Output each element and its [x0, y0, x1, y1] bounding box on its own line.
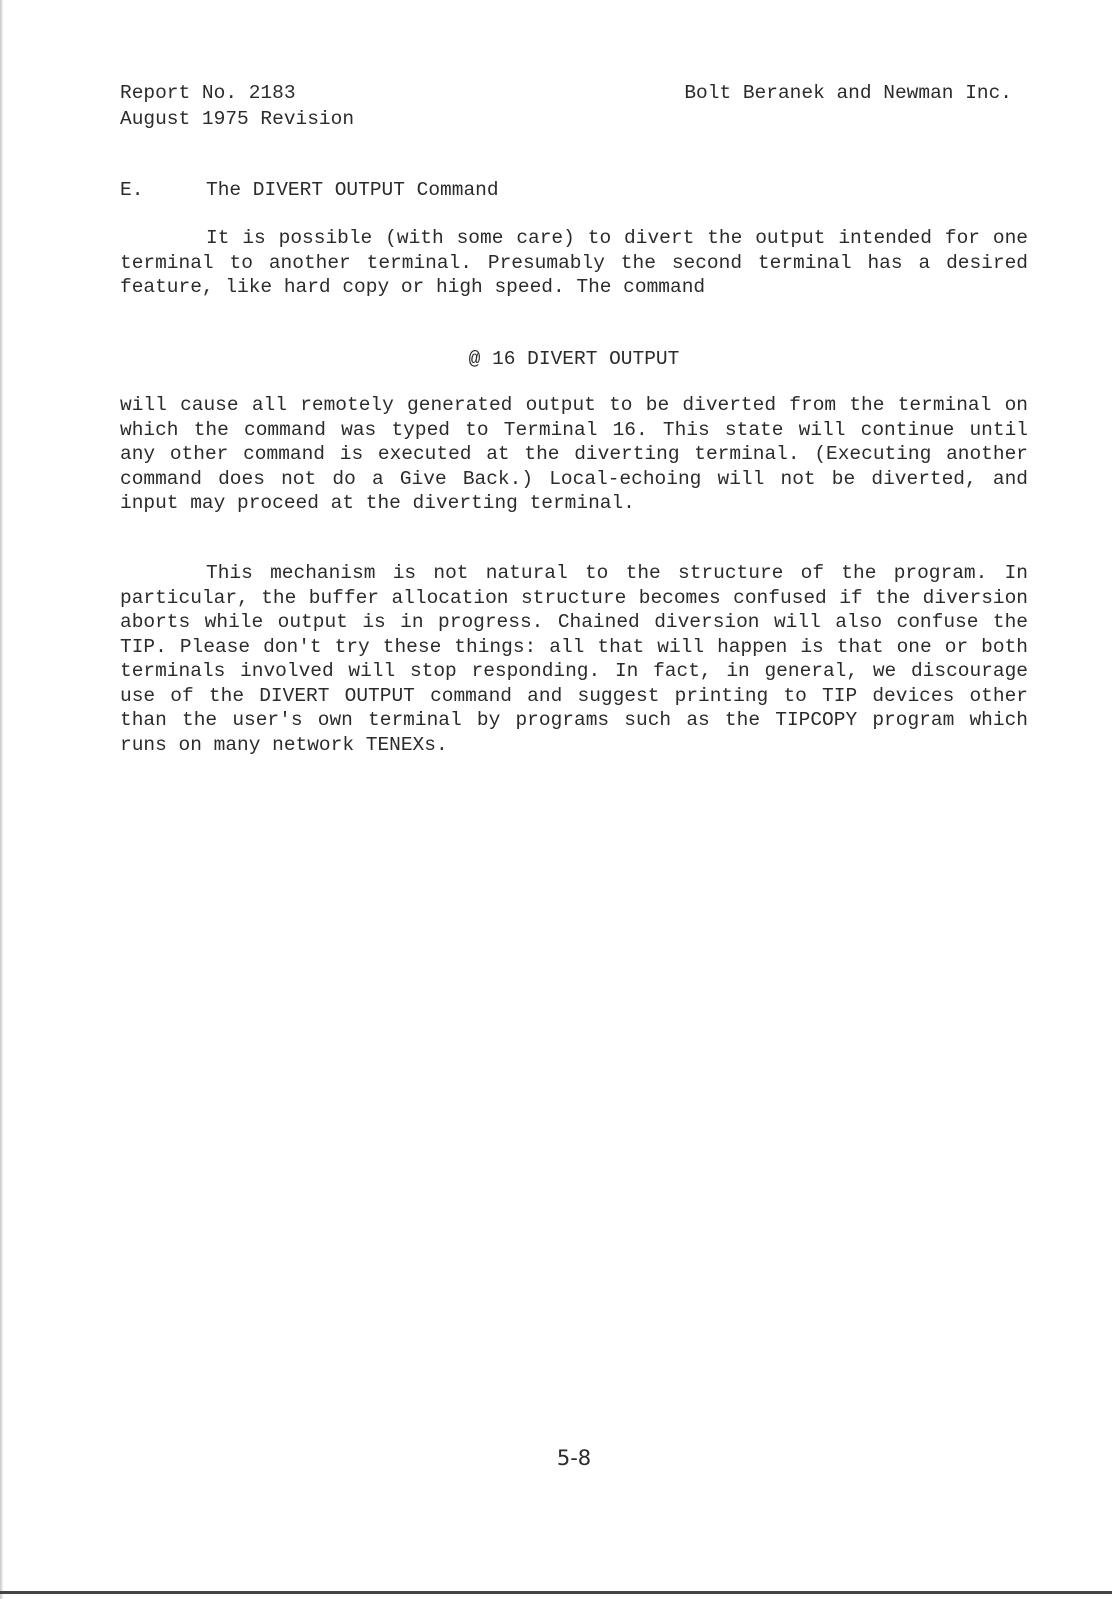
paragraph-effect: will cause all remotely generated output to be diverted from the terminal on which the command was typed to Terminal 16. This state will continue until any other command is executed at the diverting terminal. (Executing another command does not do a Give Back.) Local-echoing will not be diverted, and input may proceed at the diverting terminal. — [120, 394, 1028, 514]
report-revision: August 1975 Revision — [120, 108, 355, 130]
section-title: The DIVERT OUTPUT Command — [206, 179, 499, 201]
page-left-edge — [0, 0, 3, 1599]
paragraph-caution: This mechanism is not natural to the structure of the program. In particular, the buffer allocation structure becomes confused if the diversion aborts while output is in progress. Chained diversion will also confuse the TIP. Please don't try these things: all that will happen is that one or both terminals involved will stop responding. In fact, in general, we discourage use of the DIVERT OUTPUT command and suggest printing to TIP devices other than the user's own terminal by programs such as the TIPCOPY program which runs on many network TENEXs. — [120, 562, 1028, 756]
paragraph-intro: It is possible (with some care) to divert the output intended for one terminal to another terminal. Presumably the second terminal has a desired feature, like hard copy or high speed. The command — [120, 227, 1028, 298]
company-name: Bolt Beranek and Newman Inc. — [684, 82, 1012, 104]
command-example: @ 16 DIVERT OUTPUT — [468, 348, 680, 370]
section-heading — [120, 177, 499, 203]
section-number: E. — [120, 179, 144, 201]
report-header-left — [120, 80, 354, 132]
page-bottom-edge — [0, 1591, 1112, 1594]
page-number: 5-8 — [556, 1446, 592, 1470]
report-number: Report No. 2183 — [120, 82, 296, 104]
